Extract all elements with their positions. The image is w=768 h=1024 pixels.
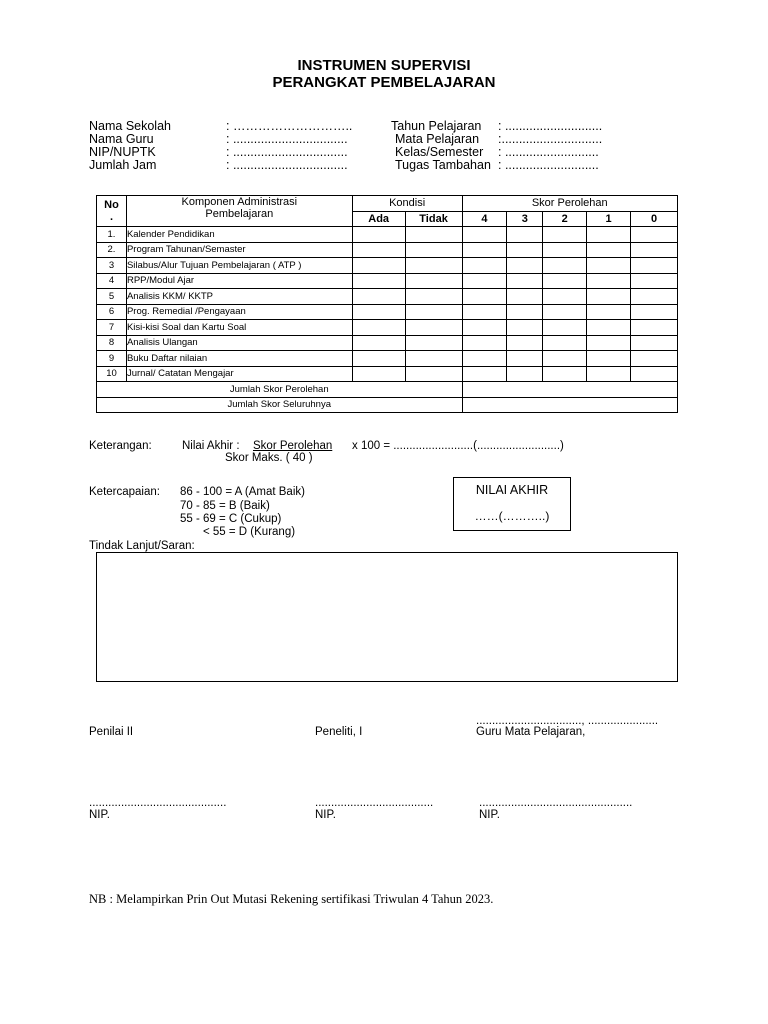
- row-component: Analisis KKM/ KKTP: [126, 289, 352, 305]
- label-nama-guru: Nama Guru: [89, 132, 154, 146]
- cell-ada[interactable]: [352, 320, 405, 336]
- cell-tidak[interactable]: [405, 242, 462, 258]
- value-nama-guru: : .................................: [226, 132, 348, 146]
- value-jumlah-jam: : .................................: [226, 158, 348, 172]
- cell-skor-1[interactable]: [587, 242, 631, 258]
- cell-skor-0[interactable]: [631, 351, 678, 367]
- row-number: 1.: [97, 227, 127, 243]
- cell-ada[interactable]: [352, 351, 405, 367]
- header-tidak: Tidak: [405, 211, 462, 227]
- label-kelas-semester: Kelas/Semester: [395, 145, 484, 159]
- cell-skor-2[interactable]: [543, 320, 587, 336]
- cell-skor-4[interactable]: [462, 289, 507, 305]
- cell-skor-1[interactable]: [587, 227, 631, 243]
- cell-skor-3[interactable]: [507, 304, 543, 320]
- cell-skor-3[interactable]: [507, 242, 543, 258]
- cell-tidak[interactable]: [405, 320, 462, 336]
- cell-skor-3[interactable]: [507, 273, 543, 289]
- cell-skor-4[interactable]: [462, 335, 507, 351]
- row-component: Jurnal/ Catatan Mengajar: [126, 366, 352, 382]
- cell-skor-1[interactable]: [587, 320, 631, 336]
- supervision-table: [96, 195, 678, 413]
- row-number: 4: [97, 273, 127, 289]
- cell-skor-4[interactable]: [462, 366, 507, 382]
- row-component: RPP/Modul Ajar: [126, 273, 352, 289]
- cell-skor-3[interactable]: [507, 227, 543, 243]
- peneliti-label: Peneliti, I: [315, 726, 363, 738]
- row-number: 5: [97, 289, 127, 305]
- row-component: Prog. Remedial /Pengayaan: [126, 304, 352, 320]
- cell-skor-0[interactable]: [631, 366, 678, 382]
- table-row: [97, 320, 678, 336]
- table-row: [97, 351, 678, 367]
- signature-line-right: ................................................: [479, 797, 633, 809]
- cell-tidak[interactable]: [405, 227, 462, 243]
- nip-mid: NIP.: [315, 809, 336, 821]
- level-b: 70 - 85 = B (Baik): [180, 500, 270, 512]
- value-tugas-tambahan: : ...........................: [498, 158, 599, 172]
- cell-skor-3[interactable]: [507, 258, 543, 274]
- label-mata-pelajaran: Mata Pelajaran: [395, 132, 480, 146]
- cell-skor-3[interactable]: [507, 351, 543, 367]
- jumlah-skor-perolehan-label: Jumlah Skor Perolehan: [97, 382, 463, 398]
- row-number: 2.: [97, 242, 127, 258]
- cell-skor-4[interactable]: [462, 320, 507, 336]
- cell-skor-2[interactable]: [543, 366, 587, 382]
- nb-note: NB : Melampirkan Prin Out Mutasi Rekening sertifikasi Triwulan 4 Tahun 2023.: [89, 892, 494, 906]
- cell-skor-1[interactable]: [587, 351, 631, 367]
- cell-skor-0[interactable]: [631, 227, 678, 243]
- row-number: 7: [97, 320, 127, 336]
- row-number: 3: [97, 258, 127, 274]
- cell-skor-0[interactable]: [631, 304, 678, 320]
- keterangan-label: Keterangan:: [89, 440, 152, 452]
- value-mata-pelajaran: :.............................: [498, 132, 603, 146]
- cell-skor-1[interactable]: [587, 258, 631, 274]
- header-skor-2: 2: [543, 211, 587, 227]
- table-row: [97, 258, 678, 274]
- cell-tidak[interactable]: [405, 351, 462, 367]
- cell-ada[interactable]: [352, 335, 405, 351]
- signature-line-left: ...........................................: [89, 797, 227, 809]
- value-tahun-pelajaran: : ............................: [498, 119, 603, 133]
- cell-skor-4[interactable]: [462, 273, 507, 289]
- value-nip-nuptk: : .................................: [226, 145, 348, 159]
- row-component: Kalender Pendidikan: [126, 227, 352, 243]
- cell-skor-2[interactable]: [543, 258, 587, 274]
- cell-skor-0[interactable]: [631, 258, 678, 274]
- cell-skor-4[interactable]: [462, 304, 507, 320]
- cell-skor-0[interactable]: [631, 289, 678, 305]
- label-jumlah-jam: Jumlah Jam: [89, 158, 157, 172]
- cell-skor-3[interactable]: [507, 289, 543, 305]
- cell-skor-1[interactable]: [587, 304, 631, 320]
- formula-numerator: Skor Perolehan: [253, 440, 333, 452]
- table-row: [97, 242, 678, 258]
- label-tugas-tambahan: Tugas Tambahan: [395, 158, 491, 172]
- table-row: [97, 304, 678, 320]
- cell-ada[interactable]: [352, 258, 405, 274]
- cell-ada[interactable]: [352, 366, 405, 382]
- table-row: [97, 335, 678, 351]
- cell-ada[interactable]: [352, 227, 405, 243]
- cell-ada[interactable]: [352, 304, 405, 320]
- nilai-akhir-value: ……(………..): [474, 509, 550, 523]
- cell-skor-0[interactable]: [631, 242, 678, 258]
- level-c: 55 - 69 = C (Cukup): [180, 513, 282, 525]
- cell-skor-1[interactable]: [587, 289, 631, 305]
- cell-skor-2[interactable]: [543, 289, 587, 305]
- cell-ada[interactable]: [352, 273, 405, 289]
- jumlah-skor-seluruhnya-label: Jumlah Skor Seluruhnya: [97, 397, 463, 413]
- nilai-akhir-label: NILAI AKHIR: [475, 483, 549, 497]
- cell-skor-0[interactable]: [631, 335, 678, 351]
- nilai-akhir-prefix: Nilai Akhir :: [182, 440, 240, 452]
- cell-tidak[interactable]: [405, 273, 462, 289]
- guru-label: Guru Mata Pelajaran,: [476, 726, 586, 738]
- formula-rest: x 100 = .........................(..........................): [352, 440, 564, 452]
- label-tahun-pelajaran: Tahun Pelajaran: [391, 119, 482, 133]
- cell-ada[interactable]: [352, 242, 405, 258]
- cell-skor-4[interactable]: [462, 258, 507, 274]
- cell-tidak[interactable]: [405, 366, 462, 382]
- cell-skor-4[interactable]: [462, 351, 507, 367]
- cell-skor-2[interactable]: [543, 304, 587, 320]
- row-number: 6: [97, 304, 127, 320]
- cell-skor-2[interactable]: [543, 242, 587, 258]
- header-skor-0: 0: [631, 211, 678, 227]
- row-component: Buku Daftar nilaian: [126, 351, 352, 367]
- cell-tidak[interactable]: [405, 258, 462, 274]
- jumlah-skor-perolehan-cell[interactable]: [462, 382, 678, 398]
- cell-ada[interactable]: [352, 289, 405, 305]
- header-skor-4: 4: [462, 211, 507, 227]
- row-component: Kisi-kisi Soal dan Kartu Soal: [126, 320, 352, 336]
- header-komponen: Komponen Administrasi Pembelajaran: [126, 196, 352, 227]
- row-number: 8: [97, 335, 127, 351]
- header-no-label: No: [104, 199, 119, 211]
- level-d: < 55 = D (Kurang): [203, 526, 296, 538]
- row-component: Program Tahunan/Semaster: [126, 242, 352, 258]
- value-kelas-semester: : ...........................: [498, 145, 599, 159]
- signature-line-mid: .....................................: [315, 797, 434, 809]
- tindak-lanjut-label: Tindak Lanjut/Saran:: [89, 540, 195, 552]
- title-line-1: INSTRUMEN SUPERVISI: [297, 57, 471, 74]
- row-component: Silabus/Alur Tujuan Pembelajaran ( ATP ): [126, 258, 352, 274]
- cell-skor-2[interactable]: [543, 227, 587, 243]
- header-no-dot: .: [109, 211, 113, 223]
- cell-skor-4[interactable]: [462, 242, 507, 258]
- formula-denominator: Skor Maks. ( 40 ): [225, 452, 313, 464]
- value-nama-sekolah: : ………………………..: [226, 119, 353, 133]
- table-row: [97, 289, 678, 305]
- cell-skor-0[interactable]: [631, 273, 678, 289]
- cell-skor-4[interactable]: [462, 227, 507, 243]
- cell-skor-0[interactable]: [631, 320, 678, 336]
- cell-skor-3[interactable]: [507, 335, 543, 351]
- ketercapaian-label: Ketercapaian:: [89, 486, 160, 498]
- header-kondisi: Kondisi: [352, 196, 462, 212]
- header-no: [97, 196, 127, 227]
- cell-skor-3[interactable]: [507, 366, 543, 382]
- row-number: 10: [97, 366, 127, 382]
- header-skor-1: 1: [587, 211, 631, 227]
- row-number: 9: [97, 351, 127, 367]
- cell-skor-2[interactable]: [543, 335, 587, 351]
- level-a: 86 - 100 = A (Amat Baik): [180, 486, 305, 498]
- table-row: [97, 273, 678, 289]
- nilai-akhir-box: [453, 477, 571, 531]
- row-component: Analisis Ulangan: [126, 335, 352, 351]
- header-ada: Ada: [352, 211, 405, 227]
- cell-skor-2[interactable]: [543, 273, 587, 289]
- label-nama-sekolah: Nama Sekolah: [89, 119, 171, 133]
- cell-skor-2[interactable]: [543, 351, 587, 367]
- nip-right: NIP.: [479, 809, 500, 821]
- header-skor: Skor Perolehan: [462, 196, 678, 212]
- header-skor-3: 3: [507, 211, 543, 227]
- title-line-2: PERANGKAT PEMBELAJARAN: [272, 74, 496, 91]
- label-nip-nuptk: NIP/NUPTK: [89, 145, 156, 159]
- cell-skor-1[interactable]: [587, 273, 631, 289]
- cell-tidak[interactable]: [405, 335, 462, 351]
- cell-tidak[interactable]: [405, 304, 462, 320]
- table-row: [97, 366, 678, 382]
- tindak-lanjut-box[interactable]: [96, 552, 678, 682]
- nip-left: NIP.: [89, 809, 110, 821]
- cell-tidak[interactable]: [405, 289, 462, 305]
- table-row: [97, 227, 678, 243]
- signature-date-line: ................................., ......................: [476, 715, 659, 727]
- cell-skor-1[interactable]: [587, 335, 631, 351]
- penilai-label: Penilai II: [89, 726, 134, 738]
- cell-skor-3[interactable]: [507, 320, 543, 336]
- jumlah-skor-seluruhnya-cell[interactable]: [462, 397, 678, 413]
- cell-skor-1[interactable]: [587, 366, 631, 382]
